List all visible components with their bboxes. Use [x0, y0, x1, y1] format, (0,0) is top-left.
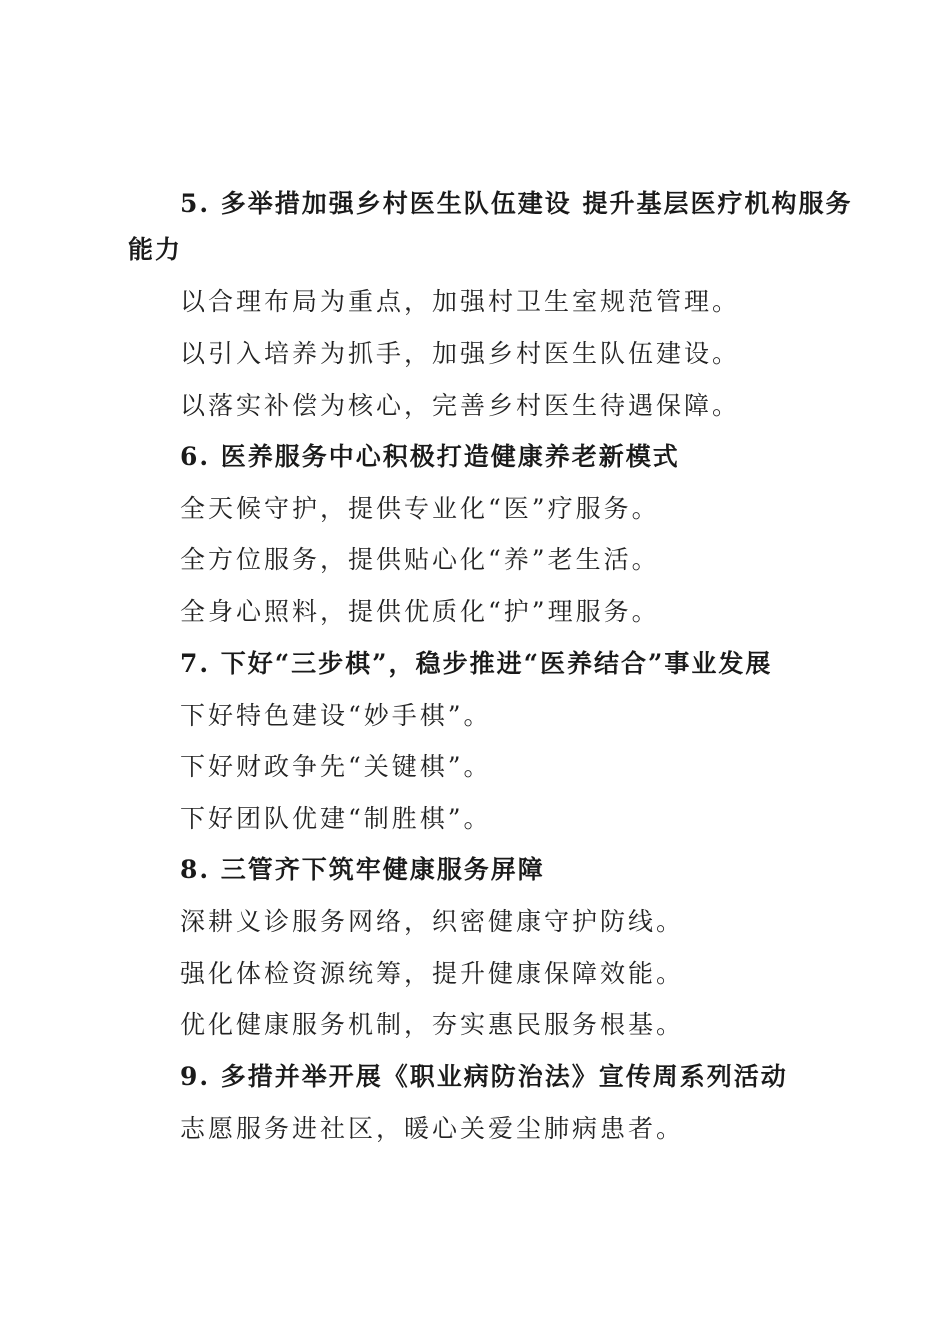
section-6-item-3: 全身心照料，提供优质化“护”理服务。 [180, 597, 660, 626]
section-9-item-1: 志愿服务进社区，暖心关爱尘肺病患者。 [180, 1114, 685, 1143]
section-7-heading: 7. 下好“三步棋”，稳步推进“医养结合”事业发展 [180, 649, 773, 678]
section-5-item-2: 以引入培养为抓手，加强乡村医生队伍建设。 [180, 339, 741, 368]
section-7-item-2: 下好财政争先“关键棋”。 [180, 752, 492, 781]
section-6-heading: 6. 医养服务中心积极打造健康养老新模式 [180, 442, 680, 471]
section-8-item-3: 优化健康服务机制，夯实惠民服务根基。 [180, 1010, 685, 1039]
section-5-item-1: 以合理布局为重点，加强村卫生室规范管理。 [180, 287, 741, 316]
section-7-item-3: 下好团队优建“制胜棋”。 [180, 804, 492, 833]
section-7-item-1: 下好特色建设“妙手棋”。 [180, 701, 492, 730]
section-8-item-2: 强化体检资源统筹，提升健康保障效能。 [180, 959, 685, 988]
section-5-heading-continued: 能力 [128, 235, 183, 264]
section-5-heading: 5. 多举措加强乡村医生队伍建设 提升基层医疗机构服务 [180, 189, 853, 218]
section-6-item-1: 全天候守护，提供专业化“医”疗服务。 [180, 494, 660, 523]
section-8-heading: 8. 三管齐下筑牢健康服务屏障 [180, 855, 545, 884]
section-6-item-2: 全方位服务，提供贴心化“养”老生活。 [180, 545, 660, 574]
section-8-item-1: 深耕义诊服务网络，织密健康守护防线。 [180, 907, 685, 936]
section-5-item-3: 以落实补偿为核心，完善乡村医生待遇保障。 [180, 391, 741, 420]
section-9-heading: 9. 多措并举开展《职业病防治法》宣传周系列活动 [180, 1062, 788, 1091]
